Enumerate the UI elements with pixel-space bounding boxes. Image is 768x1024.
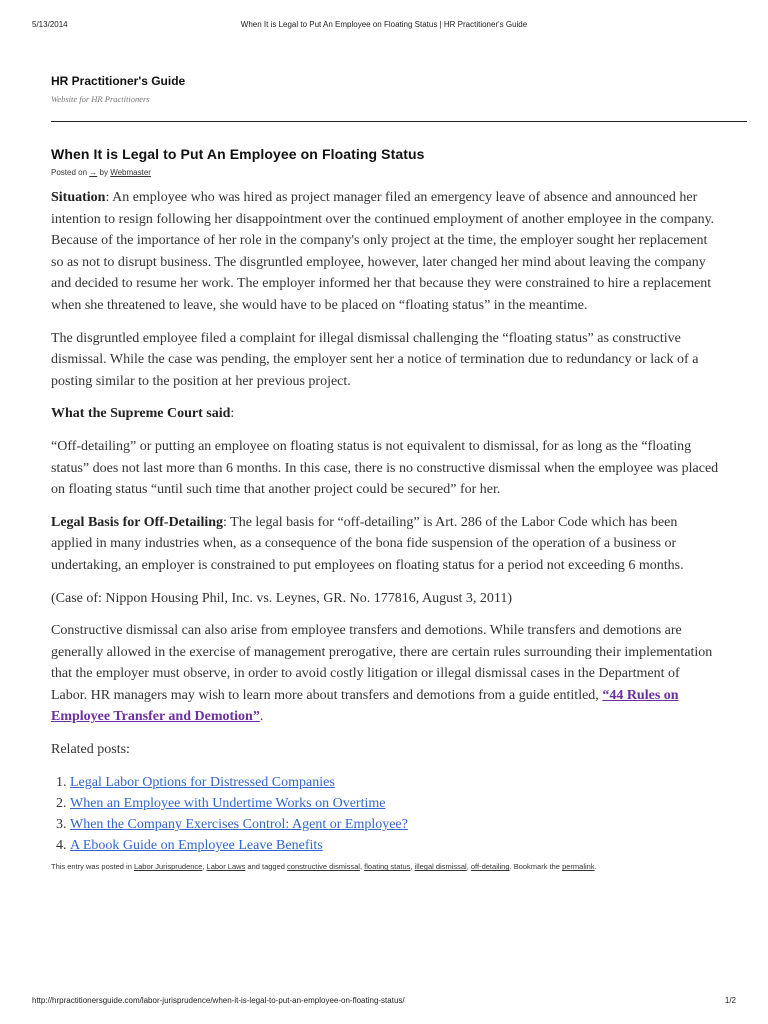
print-url: http://hrpractitionersguide.com/labor-jurisprudence/when-it-is-legal-to-put-an-employee-on-floating-status/ <box>32 996 405 1005</box>
tag-link[interactable]: off-detailing <box>470 862 510 872</box>
header-divider <box>51 121 747 122</box>
list-item <box>70 814 719 835</box>
related-post-link[interactable]: When the Company Exercises Control: Agent or Employee? <box>70 817 408 833</box>
related-post-link[interactable]: A Ebook Guide on Employee Leave Benefits <box>70 838 323 854</box>
entry-utility <box>51 862 719 871</box>
situation-lead: Situation <box>51 190 106 205</box>
post-content <box>51 187 719 856</box>
post-date-link[interactable]: → <box>89 168 98 177</box>
paragraph-constructive-dismissal <box>51 620 719 728</box>
util-separator: , <box>359 862 365 872</box>
legal-basis-lead: Legal Basis for Off-Detailing <box>51 514 224 530</box>
related-posts-list <box>51 772 719 857</box>
print-page-title: When It is Legal to Put An Employee on Floating Status | HR Practitioner's Guide <box>240 20 528 29</box>
paragraph-situation <box>51 187 719 317</box>
post-meta <box>51 168 719 177</box>
tag-link[interactable]: floating status <box>364 862 411 872</box>
util-tagged: and tagged <box>245 862 288 872</box>
legal-basis-text: : The legal basis for “off-detailing” is Art. 286 of the Labor Code which has been applied in many industries when, as a consequence of the bona fide suspension of the operation of a business or undertaking, an employer is constrained to put employees on floating status for a period not exceeding 6 months. <box>51 514 684 573</box>
util-prefix: This entry was posted in <box>51 862 134 872</box>
util-end: . <box>594 862 597 872</box>
print-header <box>0 17 768 31</box>
site-title-link[interactable]: HR Practitioner's Guide <box>51 74 186 88</box>
situation-text: : An employee who was hired as project manager filed an emergency leave of absence and announced her intention to resign following her disappointment over the continued employment of another employee in the company. Because of the importance of her role in the company's only project at the time, the employer sought her replacement so as not to disrupt business. The disgruntled employee, however, later changed her mind about leaving the company and decided to resume her work. The employer informed her that because they were constrained to hire a replacement when she threatened to leave, she would have to be placed on “floating status” in the meantime. <box>51 190 715 313</box>
constructive-dismissal-end: . <box>259 709 264 725</box>
post-title: When It is Legal to Put An Employee on Floating Status <box>51 146 425 162</box>
supreme-court-colon: : <box>230 406 235 422</box>
print-date: 5/13/2014 <box>32 20 68 29</box>
tag-link[interactable]: illegal dismissal <box>414 862 467 872</box>
permalink-link[interactable]: permalink <box>562 862 595 872</box>
paragraph-supreme-court <box>51 403 719 425</box>
related-post-link[interactable]: Legal Labor Options for Distressed Companies <box>70 774 335 790</box>
paragraph-legal-basis <box>51 512 719 577</box>
paragraph-case-citation: (Case of: Nippon Housing Phil, Inc. vs. Leynes, GR. No. 177816, August 3, 2011) <box>51 590 513 606</box>
util-bookmark: . Bookmark the <box>509 862 563 872</box>
util-separator: , <box>410 862 415 872</box>
category-link[interactable]: Labor Laws <box>206 862 246 872</box>
site-description: Website for HR Practitioners <box>51 94 150 104</box>
paragraph-off-detailing: “Off-detailing” or putting an employee on floating status is not equivalent to dismissal, for as long as the “floating status” does not last more than 6 months. In this case, there is no constructive dismissal when the employee was placed on floating status “until such time that another project could be secured” for her. <box>51 438 719 498</box>
author-link[interactable]: Webmaster <box>110 168 151 177</box>
util-separator: , <box>466 862 471 872</box>
tag-link[interactable]: constructive dismissal <box>287 862 360 872</box>
posted-on-label: Posted on <box>51 168 88 177</box>
related-posts-heading: Related posts: <box>51 742 130 758</box>
list-item <box>70 793 719 814</box>
supreme-court-lead: What the Supreme Court said <box>51 406 231 422</box>
site-header <box>51 72 747 104</box>
constructive-dismissal-text: Constructive dismissal can also arise from employee transfers and demotions. While transfers and demotions are generally allowed in the exercise of management prerogative, there are certain rules surrounding their implementation that the employer must observe, in order to avoid costly litigation or illegal dismissal cases in the Department of Labor. HR managers may wish to learn more about transfers and demotions from a guide entitled, <box>51 623 713 703</box>
print-footer <box>0 993 768 1007</box>
post-article <box>51 146 719 871</box>
category-link[interactable]: Labor Jurisprudence <box>133 862 203 872</box>
guide-link[interactable]: “44 Rules on Employee Transfer and Demotion” <box>51 687 679 725</box>
paragraph-complaint: The disgruntled employee filed a complaint for illegal dismissal challenging the “floating status” as constructive dismissal. While the case was pending, the employer sent her a notice of termination due to redundancy or lack of a posting similar to the position at her previous project. <box>51 330 699 389</box>
related-post-link[interactable]: When an Employee with Undertime Works on Overtime <box>70 795 386 811</box>
by-label: by <box>99 168 108 177</box>
util-separator: , <box>202 862 207 872</box>
list-item <box>70 835 719 856</box>
print-page-number: 1/2 <box>724 996 736 1005</box>
list-item <box>70 772 719 793</box>
